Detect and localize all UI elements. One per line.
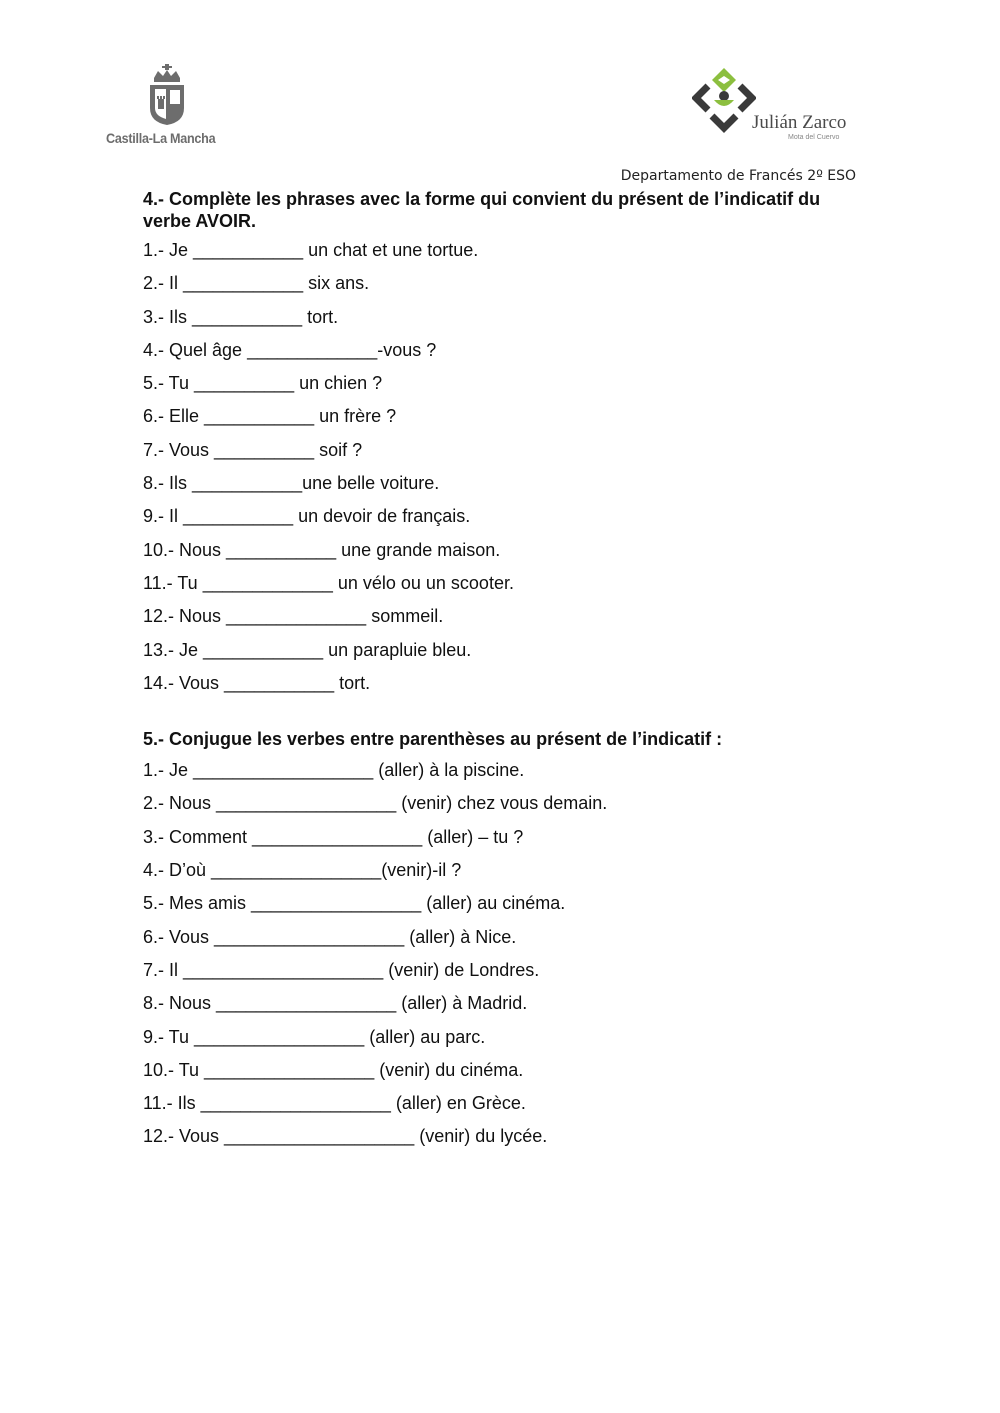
exercise-4-item: 4.- Quel âge _____________-vous ?	[143, 339, 437, 360]
right-logo-subtitle: Mota del Cuervo	[788, 134, 840, 141]
exercise-5-item: 9.- Tu _________________ (aller) au parc.	[143, 1026, 486, 1047]
exercise-4-item: 2.- Il ____________ six ans.	[143, 273, 370, 294]
exercise-4-item: 10.- Nous ___________ une grande maison.	[143, 539, 501, 560]
exercise-5-item: 2.- Nous __________________ (venir) chez vous demain.	[143, 793, 608, 814]
exercise-4-item: 6.- Elle ___________ un frère ?	[143, 406, 397, 427]
exercise-5-item: 8.- Nous __________________ (aller) à Madrid.	[143, 993, 528, 1014]
exercise-5-item: 11.- Ils ___________________ (aller) en Grèce.	[143, 1093, 526, 1114]
exercise-4-item: 13.- Je ____________ un parapluie bleu.	[143, 639, 472, 660]
crown-castle-icon	[146, 64, 188, 126]
worksheet-content	[143, 188, 863, 1154]
exercise-4-item: 11.- Tu _____________ un vélo ou un scooter.	[143, 572, 514, 593]
exercise-5-item: 3.- Comment _________________ (aller) – tu ?	[143, 826, 524, 847]
exercise-5-item: 1.- Je __________________ (aller) à la piscine.	[143, 760, 525, 781]
exercise-4-item: 1.- Je ___________ un chat et une tortue.	[143, 240, 479, 260]
exercise-5-title: 5.- Conjugue les verbes entre parenthèses au présent de l’indicatif :	[143, 729, 723, 750]
exercise-4-title: 4.- Complète les phrases avec la forme qui convient du présent de l’indicatif du verbe AVOIR.	[143, 189, 821, 231]
exercise-4-item: 7.- Vous __________ soif ?	[143, 439, 363, 460]
exercise-4-item: 12.- Nous ______________ sommeil.	[143, 606, 444, 627]
exercise-4-list	[143, 234, 863, 700]
exercise-5-item: 7.- Il ____________________ (venir) de Londres.	[143, 959, 540, 980]
department-label: Departamento de Francés 2º ESO	[620, 168, 856, 184]
exercise-4-item: 14.- Vous ___________ tort.	[143, 672, 371, 693]
exercise-5-item: 6.- Vous ___________________ (aller) à Nice.	[143, 926, 517, 947]
exercise-4-item: 9.- Il ___________ un devoir de français.	[143, 506, 471, 527]
exercise-4-item: 5.- Tu __________ un chien ?	[143, 373, 383, 394]
julian-zarco-logo	[690, 64, 860, 144]
exercise-5-item: 5.- Mes amis _________________ (aller) au cinéma.	[143, 893, 566, 914]
exercise-5-item: 12.- Vous ___________________ (venir) du lycée.	[143, 1126, 548, 1147]
left-logo-text: Castilla-La Mancha	[106, 130, 216, 146]
exercise-5-item: 4.- D’où _________________(venir)-il ?	[143, 860, 462, 881]
diamond-logo-icon	[692, 66, 756, 134]
right-logo-name: Julián Zarco	[752, 112, 847, 133]
castilla-la-mancha-logo	[104, 64, 230, 150]
exercise-5-item: 10.- Tu _________________ (venir) du cinéma.	[143, 1059, 524, 1080]
exercise-5-list	[143, 754, 863, 1154]
exercise-4-item: 3.- Ils ___________ tort.	[143, 306, 339, 327]
exercise-4-item: 8.- Ils ___________une belle voiture.	[143, 473, 440, 494]
